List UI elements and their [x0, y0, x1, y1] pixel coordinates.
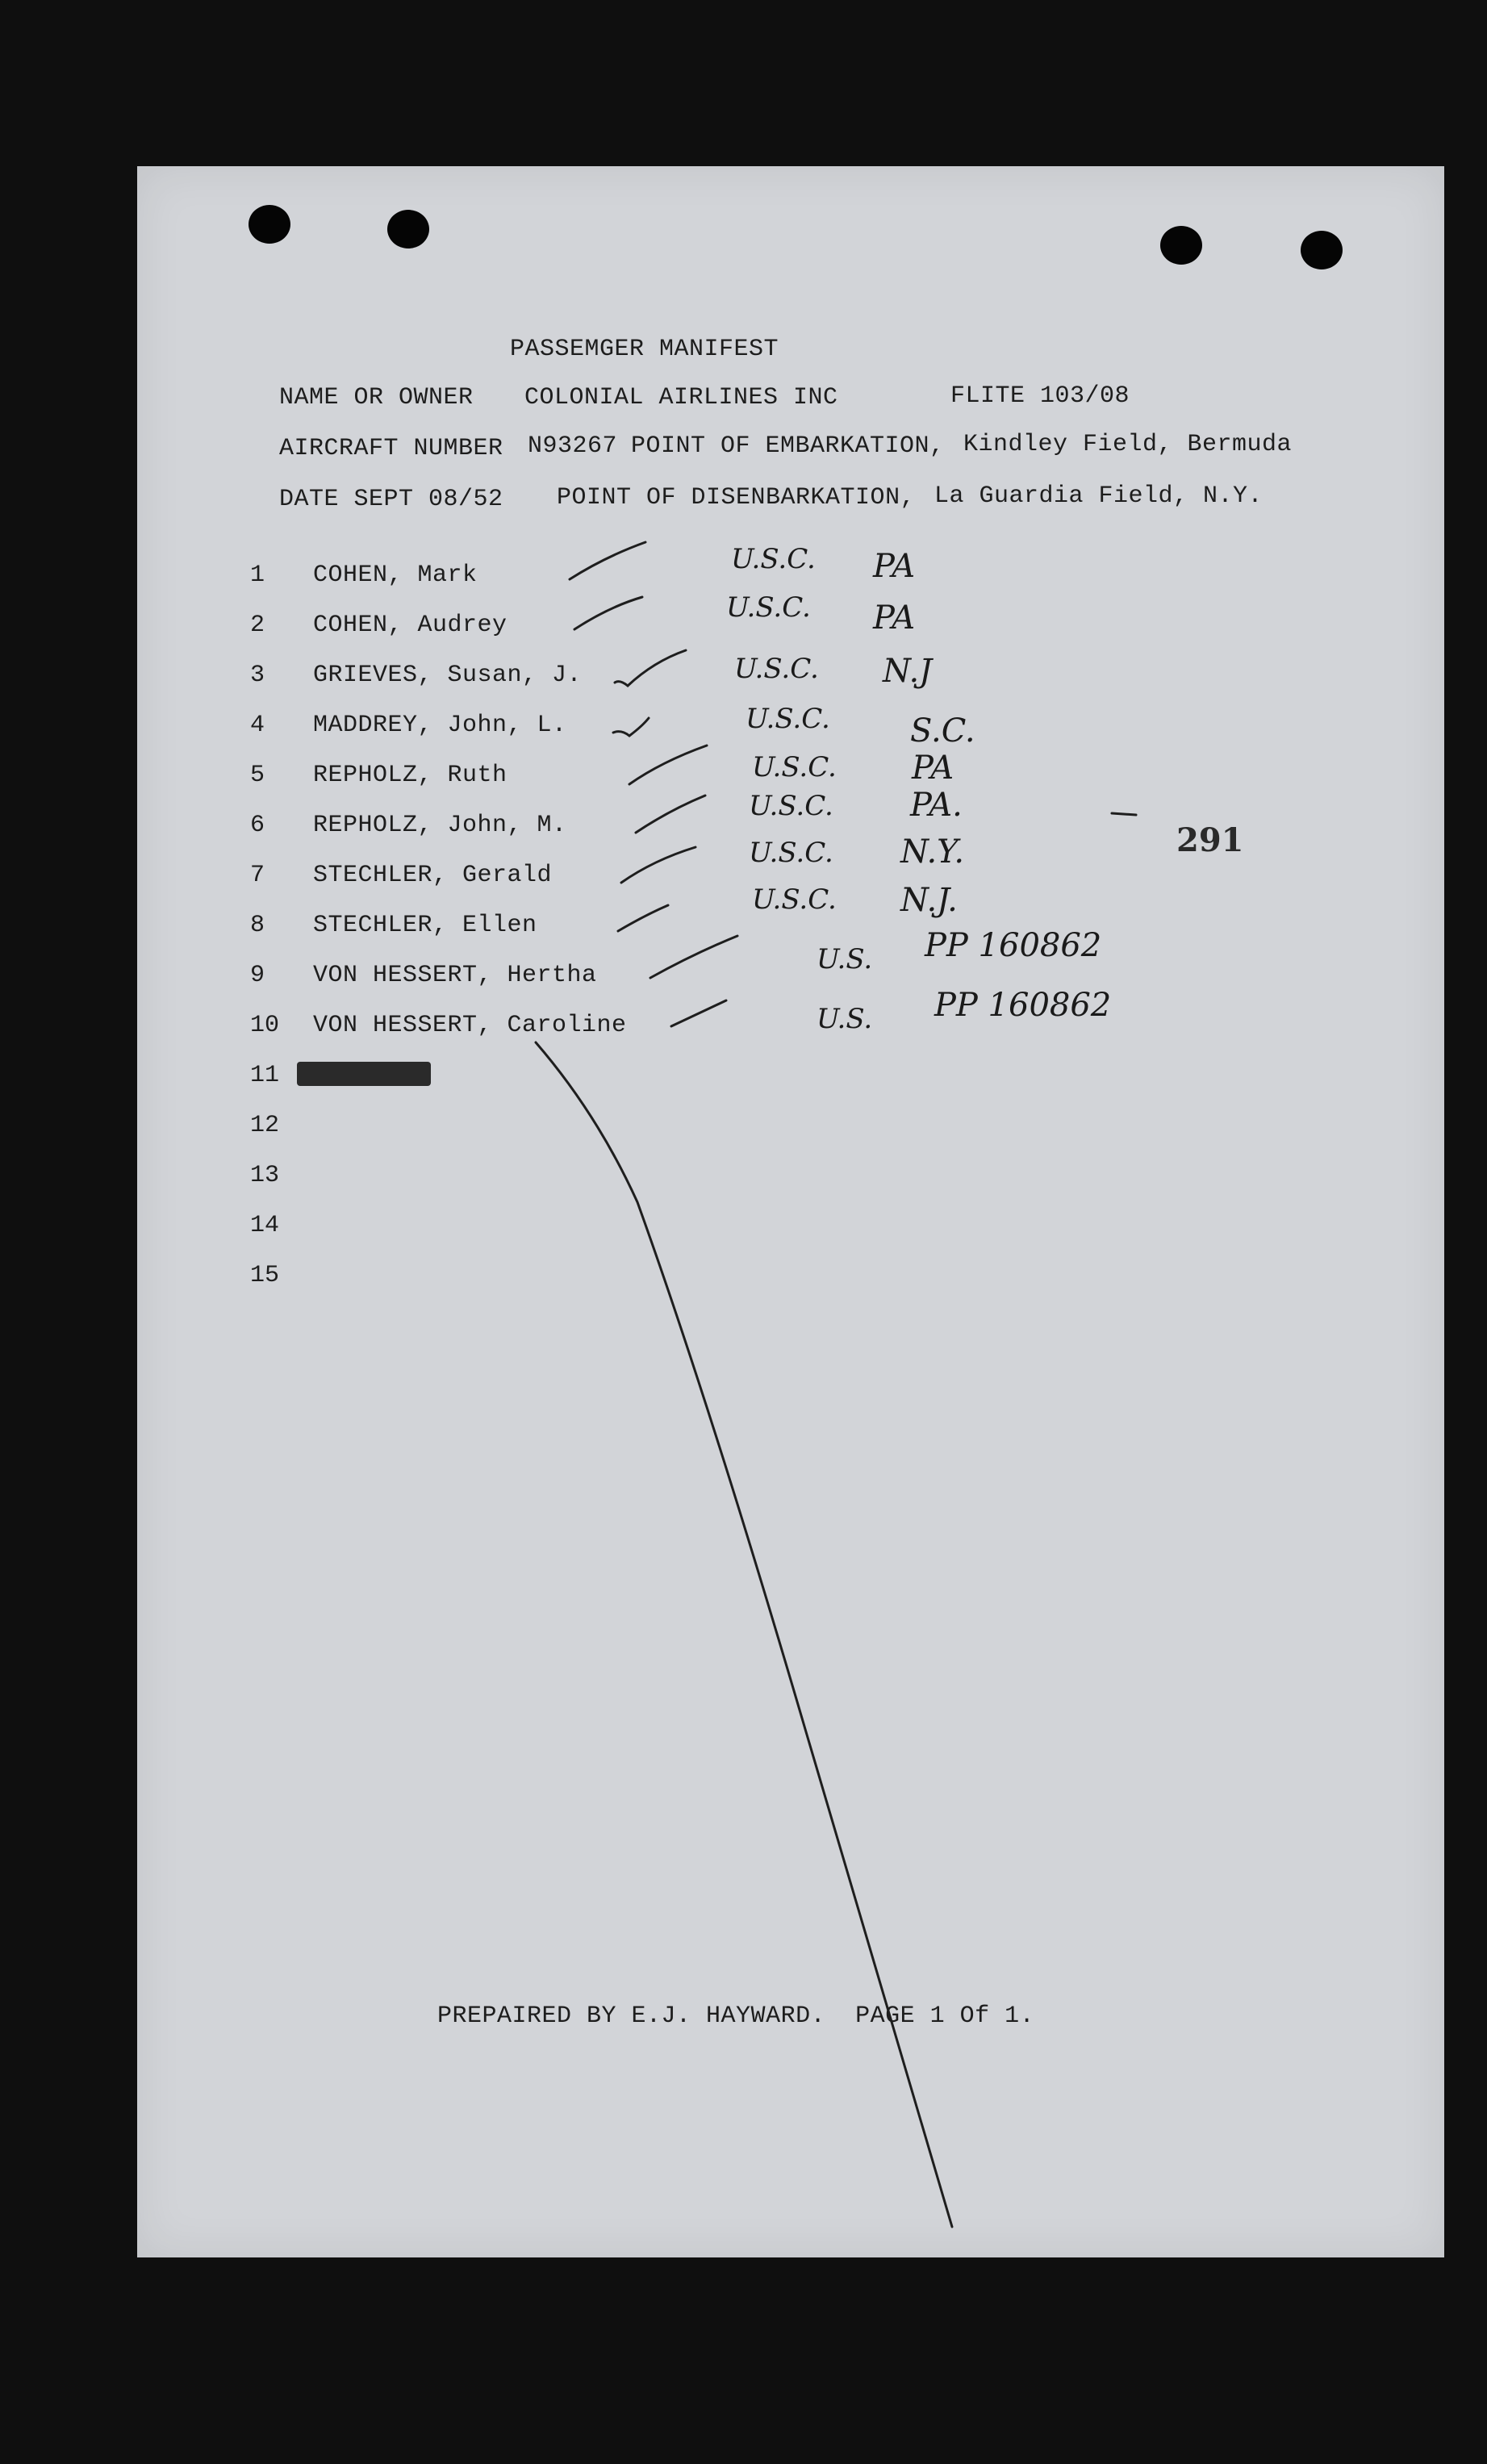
- passenger-name: STECHLER, Gerald: [313, 862, 553, 889]
- residence: PP 160862: [925, 927, 1102, 964]
- row-number: 6: [250, 812, 265, 839]
- row-number: 11: [250, 1062, 280, 1089]
- citizenship: U.S.: [817, 1003, 873, 1035]
- disembarkation-value: La Guardia Field, N.Y.: [934, 482, 1264, 510]
- passenger-name: STECHLER, Ellen: [313, 912, 537, 939]
- residence: PA: [873, 599, 916, 637]
- row-number: 15: [250, 1262, 280, 1289]
- row-number: 14: [250, 1212, 280, 1239]
- residence: N.J: [883, 653, 933, 690]
- citizenship: U.S.C.: [731, 543, 816, 575]
- passenger-name: VON HESSERT, Caroline: [313, 1012, 627, 1039]
- disembarkation-label: POINT OF DISENBARKATION,: [557, 484, 916, 512]
- punch-hole-4: [1301, 231, 1343, 269]
- flight-number: FLITE 103/08: [950, 382, 1130, 410]
- citizenship: U.S.C.: [746, 703, 830, 735]
- owner-value: COLONIAL AIRLINES INC: [524, 384, 838, 411]
- passenger-name: REPHOLZ, John, M.: [313, 812, 567, 839]
- citizenship: U.S.C.: [749, 790, 833, 822]
- row-number: 2: [250, 612, 265, 639]
- row-number: 13: [250, 1162, 280, 1189]
- residence: N.Y.: [900, 833, 965, 871]
- manifest-sheet: [137, 166, 1444, 2257]
- passenger-name: COHEN, Mark: [313, 562, 478, 589]
- passenger-name: REPHOLZ, Ruth: [313, 762, 508, 789]
- punch-hole-3: [1160, 226, 1202, 265]
- row-number: 5: [250, 762, 265, 789]
- punch-hole-1: [249, 205, 290, 244]
- citizenship: U.S.: [817, 943, 873, 975]
- embarkation-label: POINT OF EMBARKATION,: [631, 432, 945, 460]
- punch-hole-2: [387, 210, 429, 248]
- row-number: 10: [250, 1012, 280, 1039]
- row-number: 9: [250, 962, 265, 989]
- passenger-name: GRIEVES, Susan, J.: [313, 662, 583, 689]
- date-label: DATE SEPT 08/52: [279, 486, 503, 513]
- row-number: 8: [250, 912, 265, 939]
- embarkation-value: Kindley Field, Bermuda: [963, 431, 1293, 458]
- page-number-stamp: 291: [1176, 821, 1244, 859]
- row-number: 4: [250, 712, 265, 739]
- row-number: 1: [250, 562, 265, 589]
- passenger-name: VON HESSERT, Hertha: [313, 962, 597, 989]
- citizenship: U.S.C.: [752, 883, 837, 916]
- residence: PP 160862: [934, 987, 1112, 1024]
- row-number: 3: [250, 662, 265, 689]
- citizenship: U.S.C.: [752, 751, 837, 783]
- residence: N.J.: [900, 882, 958, 919]
- residence: PA: [912, 750, 954, 787]
- manifest-title: PASSEMGER MANIFEST: [510, 336, 779, 363]
- aircraft-value: N93267: [528, 432, 618, 460]
- residence: S.C.: [910, 712, 975, 750]
- citizenship: U.S.C.: [734, 653, 819, 685]
- owner-label: NAME OR OWNER: [279, 384, 474, 411]
- redaction-mark: [297, 1062, 431, 1086]
- residence: PA.: [910, 787, 963, 824]
- row-number: 12: [250, 1112, 280, 1139]
- citizenship: U.S.C.: [749, 837, 833, 869]
- passenger-name: MADDREY, John, L.: [313, 712, 567, 739]
- residence: PA: [873, 548, 916, 585]
- row-number: 7: [250, 862, 265, 889]
- passenger-name: COHEN, Audrey: [313, 612, 508, 639]
- aircraft-label: AIRCRAFT NUMBER: [279, 435, 503, 462]
- footer-prepared-by: PREPAIRED BY E.J. HAYWARD. PAGE 1 Of 1.: [437, 2003, 1035, 2030]
- citizenship: U.S.C.: [726, 591, 811, 624]
